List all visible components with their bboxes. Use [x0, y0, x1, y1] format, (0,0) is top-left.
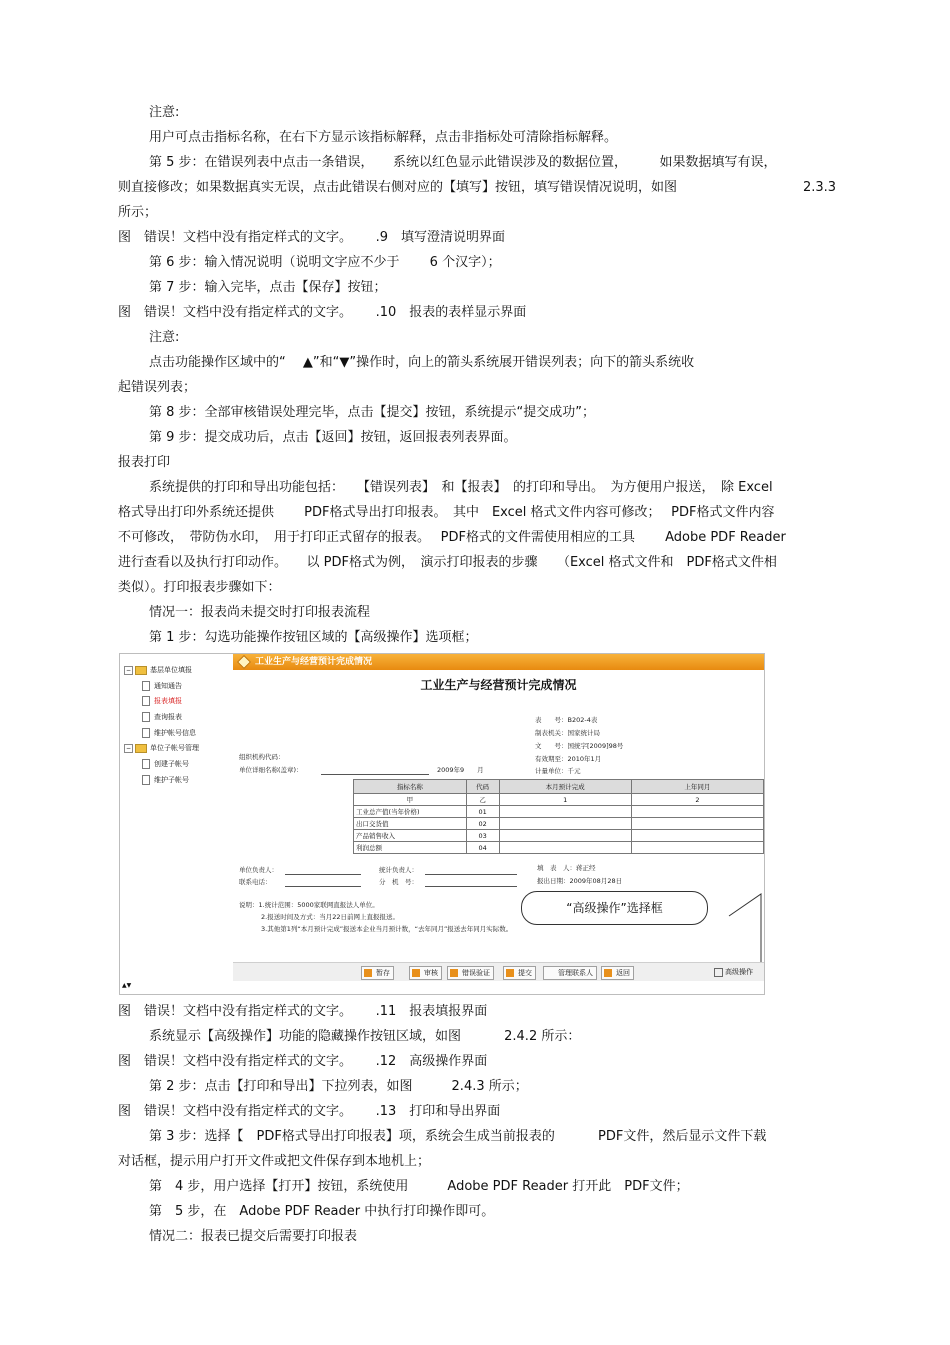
submit-button[interactable]: 提交: [503, 966, 536, 980]
step-5-line: 第 5 步：在错误列表中点击一条错误， 系统以红色显示此错误涉及的数据位置， 如果数据填写有误，: [149, 155, 777, 170]
document-icon: [142, 681, 150, 691]
collapse-icon[interactable]: −: [125, 666, 132, 674]
folder-icon: [135, 666, 147, 675]
paragraph-line: 系统提供的打印和导出功能包括： 【错误列表】 和【报表】 的打印和导出。 为方便用户报送， 除 Excel: [149, 480, 773, 495]
paragraph-line: 系统显示【高级操作】功能的隐藏操作按钮区域，如图 2.4.2 所示：: [149, 1029, 581, 1044]
panel-header: 工业生产与经营预计完成情况: [233, 654, 764, 670]
advanced-callout: “高级操作”选择框: [521, 891, 708, 925]
callout-pointer: [233, 654, 764, 994]
document-icon: [142, 712, 150, 722]
validate-button[interactable]: 错误验证: [447, 966, 494, 980]
document-icon: [142, 759, 150, 769]
paragraph-line: 起错误列表；: [118, 380, 197, 395]
tree-item-report-fill[interactable]: 报表填报: [142, 695, 182, 707]
unit-head-label: 单位负责人：: [239, 866, 278, 874]
col-header: 上年同月: [631, 780, 763, 794]
step-1-line: 第 1 步：勾选功能操作按钮区域的【高级操作】选项框；: [149, 630, 478, 645]
extension-label: 分 机 号：: [379, 878, 418, 886]
expand-collapse-arrows[interactable]: ▲▼: [122, 982, 132, 989]
submit-icon: [506, 969, 514, 977]
org-name-label: 单位详细名称(盖章)：: [239, 766, 303, 774]
tree-group-unit-report[interactable]: − 基层单位填报: [125, 666, 192, 674]
step-6-line: 第 6 步：输入情况说明（说明文字应不少于 6 个汉字）；: [149, 255, 501, 270]
note-line: 3.其他第1列“本月预计完成”报送本企业当月预计数，“去年同月”报送去年同月实际数。: [261, 925, 513, 933]
meta-valid: 有效期至：2010年1月: [535, 755, 602, 763]
figure-caption: 图 错误！文档中没有指定样式的文字。 .11 报表填报界面: [118, 1004, 488, 1019]
note-heading: 注意:: [149, 330, 180, 345]
col-header: 本月预计完成: [499, 780, 631, 794]
note-line: 2.报送时间及方式：当月22日前网上直报报送。: [261, 913, 399, 921]
step-4-line: 第 4 步，用户选择【打开】按钮，系统使用 Adobe PDF Reader 打开此 PDF文件；: [149, 1179, 689, 1194]
step-2-line: 第 2 步：点击【打印和导出】下拉列表，如图 2.4.3 所示；: [149, 1079, 528, 1094]
document-icon: [142, 696, 150, 706]
report-screenshot: [119, 653, 765, 995]
row-code: 02: [466, 818, 499, 830]
case-heading: 情况一：报表尚未提交时打印报表流程: [149, 605, 371, 620]
sub-header: 甲: [354, 794, 467, 806]
tree-item-create-sub[interactable]: 创建子帐号: [142, 758, 189, 770]
case-heading: 情况二：报表已提交后需要打印报表: [149, 1229, 358, 1244]
meta-unit: 计量单位：千元: [535, 767, 581, 775]
save-icon: [364, 969, 372, 977]
step-5b-line: 第 5 步，在 Adobe PDF Reader 中执行打印操作即可。: [149, 1204, 495, 1219]
button-bar: [233, 962, 764, 981]
meta-form-no: 表 号：B202-4表: [535, 716, 598, 724]
sub-header: 2: [631, 794, 763, 806]
form-title: 工业生产与经营预计完成情况: [420, 678, 577, 692]
paragraph-line: 所示；: [118, 205, 158, 220]
org-code-label: 组织机构代码：: [239, 753, 285, 761]
sub-header: 1: [499, 794, 631, 806]
stat-head-label: 统计负责人：: [379, 866, 418, 874]
meta-doc-no: 文 号：国统字[2009]98号: [535, 742, 624, 750]
return-button[interactable]: 返回: [601, 966, 634, 980]
tree-group-sub-account[interactable]: − 单位子帐号管理: [125, 744, 199, 752]
row-code: 01: [466, 806, 499, 818]
paragraph-line: 格式导出打印外系统还提供 PDF格式导出打印报表。 其中 Excel 格式文件内容可修改； PDF格式文件内容: [118, 505, 775, 520]
col-header: 指标名称: [354, 780, 467, 794]
report-date-label: 报出日期：2009年08月28日: [537, 877, 623, 885]
save-draft-button[interactable]: 暂存: [361, 966, 394, 980]
tree-item-query[interactable]: 查询报表: [142, 711, 182, 723]
row-code: 04: [466, 842, 499, 854]
step-8-line: 第 8 步：全部审核错误处理完毕，点击【提交】按钮，系统提示“提交成功”；: [149, 405, 596, 420]
paragraph-line: 则直接修改；如果数据真实无误，点击此错误右侧对应的【填写】按钮，填写错误情况说明，如图: [118, 180, 678, 195]
meta-issuer: 制表机关：国家统计局: [535, 729, 600, 737]
advanced-operation-checkbox[interactable]: 高级操作: [714, 967, 753, 977]
manage-contact-button[interactable]: 管理联系人: [543, 966, 597, 980]
tree-item-account-info[interactable]: 维护帐号信息: [142, 727, 196, 739]
row-label: 出口交货值: [354, 818, 467, 830]
paragraph-line: 类似）。打印报表步骤如下：: [118, 580, 281, 595]
period-label: 2009年9 月: [437, 766, 484, 774]
col-header: 代码: [466, 780, 499, 794]
audit-icon: [412, 969, 420, 977]
step-7-line: 第 7 步：输入完毕，点击【保存】按钮；: [149, 280, 387, 295]
filler-label: 填 表 人：蒋正经: [537, 864, 596, 872]
checkbox-icon: [714, 968, 723, 977]
folder-icon: [135, 744, 147, 753]
document-icon: [142, 775, 150, 785]
document-icon: [142, 728, 150, 738]
figure-ref: 2.3.3: [803, 180, 837, 195]
report-panel: [233, 654, 764, 994]
row-code: 03: [466, 830, 499, 842]
section-heading: 报表打印: [118, 455, 171, 470]
step-9-line: 第 9 步：提交成功后，点击【返回】按钮，返回报表列表界面。: [149, 430, 517, 445]
row-label: 利润总额: [354, 842, 467, 854]
back-icon: [604, 969, 612, 977]
row-label: 产品销售收入: [354, 830, 467, 842]
validate-icon: [450, 969, 458, 977]
note-heading: 注意:: [149, 105, 180, 120]
step-3-line: 第 3 步：选择【 PDF格式导出打印报表】项，系统会生成当前报表的 PDF文件，然后显示文件下载: [149, 1129, 767, 1144]
nav-tree: [120, 654, 232, 994]
tree-item-notice[interactable]: 通知通告: [142, 680, 182, 692]
audit-button[interactable]: 审核: [409, 966, 442, 980]
figure-caption: 图 错误！文档中没有指定样式的文字。 .12 高级操作界面: [118, 1054, 488, 1069]
paragraph-line: 进行查看以及执行打印动作。 以 PDF格式为例， 演示打印报表的步骤 （Excel 格式文件和 PDF格式文件相: [118, 555, 777, 570]
figure-caption: 图 错误！文档中没有指定样式的文字。 .10 报表的表样显示界面: [118, 305, 527, 320]
collapse-icon[interactable]: −: [125, 744, 132, 752]
tree-item-maintain-sub[interactable]: 维护子帐号: [142, 774, 189, 786]
figure-caption: 图 错误！文档中没有指定样式的文字。 .13 打印和导出界面: [118, 1104, 501, 1119]
note-line: 说明：1.统计范围：5000家联网直报法人单位。: [239, 901, 379, 909]
row-label: 工业总产值(当年价格): [354, 806, 467, 818]
figure-caption: 图 错误！文档中没有指定样式的文字。 .9 填写澄清说明界面: [118, 230, 506, 245]
paragraph-line: 点击功能操作区域中的“ ▲”和“▼”操作时，向上的箭头系统展开错误列表；向下的箭头系统收: [149, 355, 695, 370]
paragraph-line: 不可修改， 带防伪水印， 用于打印正式留存的报表。 PDF格式的文件需使用相应的工具 Adobe PDF Reader: [118, 530, 786, 545]
paragraph-line: 对话框，提示用户打开文件或把文件保存到本地机上；: [118, 1154, 431, 1169]
paragraph-line: 用户可点击指标名称，在右下方显示该指标解释，点击非指标处可清除指标解释。: [149, 130, 618, 145]
phone-label: 联系电话：: [239, 878, 272, 886]
sub-header: 乙: [466, 794, 499, 806]
